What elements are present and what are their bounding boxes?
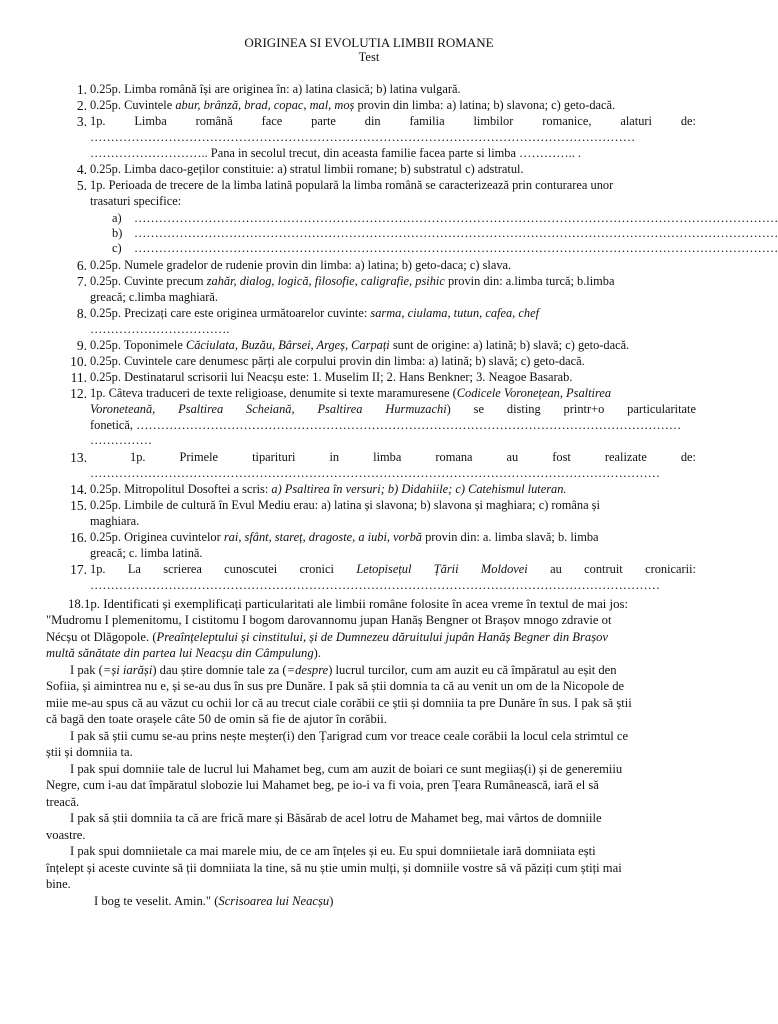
answer-dots: ………………………………………………………………………………………………………………………… bbox=[90, 465, 660, 480]
question-text: 0.25p. Precizați care este originea următoarelor cuvinte: bbox=[90, 306, 371, 320]
answer-letter: a) bbox=[112, 211, 122, 225]
question-text: 1p. Câteva traduceri de texte religioase, denumite si texte maramuresene ( bbox=[90, 386, 457, 400]
letter-line: ). bbox=[313, 646, 321, 660]
question-text: sunt de origine: a) latină; b) slavă; c) geto-dacă. bbox=[389, 338, 630, 352]
answer-letter: b) bbox=[112, 226, 123, 240]
letter-line: treacă. bbox=[46, 794, 80, 809]
document-title: ORIGINEA SI EVOLUTIA LIMBII ROMANE bbox=[244, 35, 494, 50]
question-italic: rai, sfânt, stareț, dragoste, a iubi, vorbă bbox=[223, 530, 423, 544]
letter-italic: =despre bbox=[286, 662, 329, 677]
question-text: 0.25p. Limba daco-geților constituie: a) stratul limbii romane; b) substratul c) adstratul. bbox=[90, 162, 524, 176]
answer-dots: ……………………………. bbox=[90, 321, 230, 336]
letter-line: că bagă den toate orașele câte 50 de omin să fie de ajutor în corăbii. bbox=[46, 712, 387, 726]
letter-line: I pak să știi domniia ta că are frică mare și Băsărab de acel lotru de Mahamet beg, mai vârtos de domniile bbox=[70, 811, 602, 825]
letter-line: ) bbox=[329, 893, 334, 908]
answer-dots: …………………………………………………………………………………………………………………… bbox=[90, 129, 636, 144]
question-number: 7. bbox=[76, 274, 87, 289]
question-text: au contruit cronicarii: bbox=[527, 562, 696, 576]
question-number: 2. bbox=[76, 98, 87, 113]
answer-dots: …………… bbox=[90, 433, 152, 448]
question-4 bbox=[76, 162, 696, 178]
question-6 bbox=[76, 258, 696, 274]
question-number: 8. bbox=[76, 306, 87, 321]
question-number: 16. bbox=[70, 530, 87, 545]
question-italic: Voroneteană, Psaltirea Scheiană, Psaltirea Hurmuzachi bbox=[90, 401, 447, 416]
question-text: trasaturi specifice: bbox=[90, 193, 182, 208]
question-13 bbox=[70, 450, 696, 482]
question-number: 10. bbox=[70, 354, 87, 369]
letter-line: ) lucrul turcilor, cum am auzit eu că împăratul au eșit den bbox=[328, 662, 617, 677]
question-text: provin din: a.limba turcă; b.limba bbox=[444, 274, 615, 288]
question-number: 5. bbox=[76, 178, 87, 193]
question-text: 0.25p. Mitropolitul Dosoftei a scris: bbox=[90, 482, 272, 496]
answer-dots: ………………………………………………………………………………………………………………………… bbox=[90, 577, 660, 592]
question-7 bbox=[76, 274, 696, 306]
question-number: 14. bbox=[70, 482, 87, 497]
letter-italic: multă sănătate din partea lui Neacșu din Câmpulung bbox=[46, 646, 314, 660]
question-text: 1p. Perioada de trecere de la limba latină populară la limba română se caracterizează prin conturarea unor bbox=[90, 178, 614, 192]
question-number: 15. bbox=[70, 498, 87, 513]
question-17 bbox=[70, 562, 696, 594]
letter-line: Sofiia, și aimintrea nu e, și se-au dus în sus pre Dunăre. I pak să știi domnia ta că au venit un om de la Nicopole de bbox=[46, 679, 625, 693]
question-text: 0.25p. Cuvintele bbox=[90, 98, 176, 112]
question-number: 3. bbox=[76, 114, 87, 129]
letter-line: înțelept și aceste cuvinte să ții domniiata la tine, să nu știe umin mulți, și domniile vostre să vă păziți cum știți mai bbox=[46, 860, 622, 875]
letter-line: ) dau știre domnie tale za ( bbox=[152, 662, 287, 677]
question-text: 0.25p. Toponimele bbox=[90, 338, 186, 352]
answer-dots: ………………………………………………………………………………………………………………………………………… bbox=[134, 211, 778, 225]
question-text: maghiara. bbox=[90, 513, 140, 528]
question-text: 1p. La scrierea cunoscutei cronici bbox=[90, 562, 357, 576]
question-text: 0.25p. Cuvintele care denumesc părți ale corpului provin din limba: a) latină; b) slavă; c) geto-dacă. bbox=[90, 354, 585, 368]
letter-line: I pak să știi cumu se-au prins nește meșter(i) den Țarigrad cum vor treace ceale corăbii la locul cela strimtul ce bbox=[70, 728, 629, 743]
question-9 bbox=[76, 338, 696, 354]
letter-line: voastre. bbox=[46, 827, 86, 842]
answer-dots: ………………………………………………………………………………………………………………………………………… bbox=[134, 241, 778, 255]
question-text: 0.25p. Originea cuvintelor bbox=[90, 530, 224, 544]
letter-line: I bog te veselit. Amin." ( bbox=[94, 893, 219, 908]
question-3 bbox=[76, 114, 696, 161]
letter-line: I pak ( bbox=[70, 662, 103, 677]
question-text: provin din limba: a) latina; b) slavona; c) geto-dacă. bbox=[354, 98, 616, 112]
letter-line: Negre, cum i-au dat împăratul slobozie lui Mahamet beg, pe io-i va fi voia, pren Țeara Rumânească, iară el să bbox=[46, 778, 599, 792]
question-8 bbox=[76, 306, 696, 338]
question-14 bbox=[70, 482, 696, 498]
question-12 bbox=[70, 386, 696, 449]
question-italic: a) Psaltirea în versuri; b) Didahiile; c) Catehismul luteran. bbox=[271, 482, 567, 496]
question-text: 0.25p. Cuvinte precum bbox=[90, 274, 207, 288]
question-italic: sarma, ciulama, tutun, cafea, chef bbox=[370, 306, 540, 320]
letter-italic: =și iarăși bbox=[102, 662, 153, 677]
question-italic: Codicele Voronețean, Psaltirea bbox=[456, 386, 612, 400]
letter-line: bine. bbox=[46, 877, 71, 891]
document-subtitle: Test bbox=[358, 50, 380, 64]
letter-line: Nécșu ot Dlăgopole. ( bbox=[46, 629, 157, 644]
question-text: 0.25p. Numele gradelor de rudenie provin din limba: a) latina; b) geto-daca; c) slava. bbox=[90, 258, 512, 272]
answer-line-c bbox=[112, 241, 778, 256]
question-number: 9. bbox=[76, 338, 87, 353]
question-number: 11. bbox=[70, 370, 87, 385]
answer-line-a bbox=[112, 211, 778, 226]
question-10 bbox=[70, 354, 696, 370]
letter-text bbox=[46, 612, 706, 909]
question-2 bbox=[76, 98, 696, 114]
letter-italic: Scrisoarea lui Neacșu bbox=[218, 893, 330, 908]
question-italic: zahăr, dialog, logică, filosofie, caligrafie, psihic bbox=[206, 274, 445, 288]
letter-line: I pak spui domniietale ca mai marele miu, de ce am înțeles și eu. Eu spui domniietale iară domniiata ești bbox=[70, 844, 596, 858]
question-number: 4. bbox=[76, 162, 87, 177]
letter-line: I pak spui domniie tale de lucrul lui Mahamet beg, cum am auzit de boiari ce sunt megiiaș(i) și de generemiiu bbox=[70, 761, 623, 776]
question-text: ) se disting printr+o particularitate bbox=[446, 401, 696, 416]
question-italic: abur, brânză, brad, copac, mal, moș bbox=[175, 98, 355, 112]
question-number: 17. bbox=[70, 562, 87, 577]
question-text: 1p. Primele tiparituri in limba romana au fost realizate de: bbox=[130, 450, 696, 464]
question-text: greacă; c.limba maghiară. bbox=[90, 289, 218, 304]
question-text: 1p. Limba română face parte din familia limbilor romanice, alaturi de: bbox=[90, 114, 696, 128]
question-number: 12. bbox=[70, 386, 87, 401]
answer-dots: fonetică, …………………………………………………………………………………………………………………… bbox=[90, 417, 682, 432]
question-text: ……………………….. Pana in secolul trecut, din aceasta familie facea parte si limba ………….. . bbox=[90, 145, 582, 160]
question-11 bbox=[70, 370, 696, 386]
question-15 bbox=[70, 498, 696, 530]
letter-line: știi și domniia ta. bbox=[46, 745, 133, 759]
question-text: 0.25p. Limbile de cultură în Evul Mediu erau: a) latina și slavona; b) slavona și maghiara; c) româna și bbox=[90, 498, 600, 512]
question-text: provin din: a. limba slavă; b. limba bbox=[422, 530, 599, 544]
letter-line: miie me-au spus că au văzut cu ochii lor că au trecut ciale corăbii ce știi și domniia ta pre Dunăre în sus. I pak să știi bbox=[46, 695, 632, 710]
question-italic: Căciulata, Buzău, Bârsei, Argeș, Carpați bbox=[185, 338, 390, 352]
question-text: 0.25p. Limba română își are originea în: a) latina clasică; b) latina vulgară. bbox=[90, 82, 461, 96]
letter-line: "Mudromu I plemenitomu, I cistitomu I bogom darovannomu jupan Hanăș Bengner ot Brașov mnogo zdravie ot bbox=[46, 613, 612, 627]
question-number: 1. bbox=[76, 82, 87, 97]
question-italic: Letopisețul Țării Moldovei bbox=[356, 562, 528, 576]
question-16 bbox=[70, 530, 696, 562]
question-text: greacă; c. limba latină. bbox=[90, 545, 203, 560]
question-text: 0.25p. Destinatarul scrisorii lui Neacșu este: 1. Muselim II; 2. Hans Benkner; 3. Neagoe Basarab. bbox=[90, 370, 573, 384]
answer-dots: ………………………………………………………………………………………………………………………………………… bbox=[134, 226, 778, 240]
letter-italic: Preaînțeleptului și cinstitului, și de Dumnezeu dăruitului jupân Hanăș Begner din Brașov bbox=[156, 629, 608, 644]
question-1 bbox=[76, 82, 696, 98]
answer-letter: c) bbox=[112, 241, 122, 255]
question-number: 6. bbox=[76, 258, 87, 273]
question-18: 18.1p. Identificati și exemplificați particularitati ale limbii române folosite în acea vreme în textul de mai jos: bbox=[68, 597, 629, 611]
question-number: 13. bbox=[70, 450, 87, 465]
answer-line-b bbox=[112, 226, 778, 241]
question-5 bbox=[76, 178, 696, 210]
